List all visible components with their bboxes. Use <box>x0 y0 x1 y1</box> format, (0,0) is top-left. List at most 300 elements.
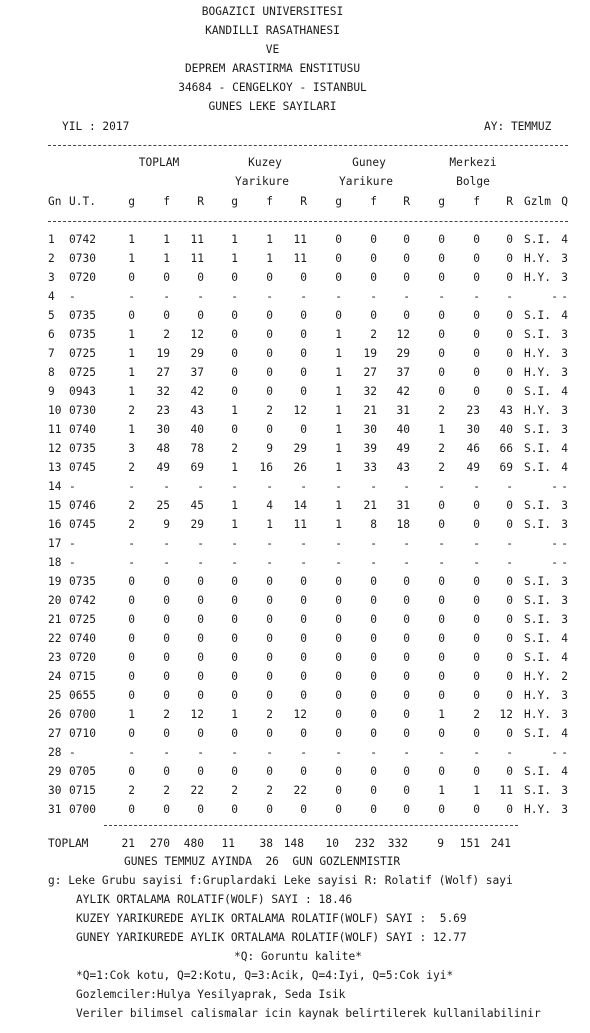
cell-total-f: 19 <box>156 347 170 360</box>
cell-ut: 0730 <box>69 252 96 265</box>
cell-central-f: 0 <box>473 347 480 360</box>
cell-north-f: 2 <box>266 784 273 797</box>
cell-central-f: 0 <box>473 594 480 607</box>
cell-central-f: 0 <box>473 518 480 531</box>
cell-observer: - <box>551 556 558 569</box>
cell-north-g: 0 <box>231 328 238 341</box>
cell-day: 1 <box>48 233 55 246</box>
cell-south-g: 0 <box>335 670 342 683</box>
cell-central-r: 0 <box>506 727 513 740</box>
cell-north-r: 0 <box>300 328 307 341</box>
cell-day: 25 <box>48 689 62 702</box>
cell-north-f: 0 <box>266 765 273 778</box>
cell-north-r: 12 <box>293 708 307 721</box>
cell-observer: S.I. <box>524 765 551 778</box>
cell-ut: 0735 <box>69 328 96 341</box>
cell-observer: H.Y. <box>524 803 551 816</box>
column-header-rule <box>48 221 568 222</box>
cell-north-g: 0 <box>231 423 238 436</box>
column-header-central-r: R <box>506 195 513 208</box>
cell-ut: 0742 <box>69 594 96 607</box>
cell-day: 17 <box>48 537 62 550</box>
cell-quality: 4 <box>561 233 568 246</box>
cell-total-f: 0 <box>163 271 170 284</box>
cell-quality: 4 <box>561 385 568 398</box>
cell-north-g: 0 <box>231 670 238 683</box>
cell-total-f: 0 <box>163 575 170 588</box>
header-line-title: GUNES LEKE SAYILARI <box>208 100 337 113</box>
cell-central-f: 46 <box>466 442 480 455</box>
cell-south-g: 0 <box>335 309 342 322</box>
cell-observer: S.I. <box>524 499 551 512</box>
cell-observer: - <box>551 746 558 759</box>
cell-south-f: 33 <box>363 461 377 474</box>
cell-total-r: 43 <box>190 404 204 417</box>
cell-ut: 0720 <box>69 651 96 664</box>
cell-central-r: 0 <box>506 613 513 626</box>
cell-south-r: 37 <box>396 366 410 379</box>
cell-total-r: - <box>197 746 204 759</box>
cell-observer: S.I. <box>524 385 551 398</box>
cell-observer: H.Y. <box>524 271 551 284</box>
cell-quality: 3 <box>561 518 568 531</box>
cell-total-f: 0 <box>163 632 170 645</box>
cell-total-g: 1 <box>128 366 135 379</box>
column-header-south-r: R <box>403 195 410 208</box>
cell-quality: - <box>561 556 568 569</box>
month-label: AY: TEMMUZ <box>484 120 552 133</box>
cell-north-f: 0 <box>266 423 273 436</box>
cell-central-r: 0 <box>506 670 513 683</box>
cell-total-r: 0 <box>197 689 204 702</box>
cell-total-f: 0 <box>163 765 170 778</box>
cell-day: 13 <box>48 461 62 474</box>
cell-quality: 2 <box>561 670 568 683</box>
cell-north-g: 0 <box>231 309 238 322</box>
cell-central-f: 0 <box>473 385 480 398</box>
cell-south-r: - <box>403 746 410 759</box>
cell-south-r: - <box>403 556 410 569</box>
cell-total-f: 25 <box>156 499 170 512</box>
cell-north-f: - <box>266 537 273 550</box>
cell-total-g: 0 <box>128 651 135 664</box>
cell-total-g: 2 <box>128 499 135 512</box>
cell-south-f: 0 <box>370 594 377 607</box>
cell-total-f: - <box>163 746 170 759</box>
observers: Gozlemciler:Hulya Yesilyaprak, Seda Isik <box>76 988 346 1001</box>
cell-north-f: 2 <box>266 404 273 417</box>
cell-north-f: 0 <box>266 309 273 322</box>
cell-quality: 3 <box>561 404 568 417</box>
cell-north-r: 11 <box>293 252 307 265</box>
cell-north-g: 0 <box>231 594 238 607</box>
cell-central-g: 0 <box>438 689 445 702</box>
total-north-f: 38 <box>259 837 273 850</box>
cell-south-r: 0 <box>403 233 410 246</box>
column-header-central-f: f <box>473 195 480 208</box>
cell-south-g: - <box>335 746 342 759</box>
cell-central-f: 0 <box>473 613 480 626</box>
cell-observer: S.I. <box>524 594 551 607</box>
cell-total-f: 1 <box>163 233 170 246</box>
cell-central-r: 0 <box>506 689 513 702</box>
cell-south-f: 2 <box>370 328 377 341</box>
cell-ut: - <box>69 746 76 759</box>
cell-ut: 0745 <box>69 518 96 531</box>
cell-total-f: 49 <box>156 461 170 474</box>
cell-total-g: 0 <box>128 803 135 816</box>
cell-south-r: 42 <box>396 385 410 398</box>
group-central-line1: Merkezi <box>449 156 497 169</box>
cell-central-r: 0 <box>506 366 513 379</box>
cell-total-r: 29 <box>190 518 204 531</box>
cell-north-f: 0 <box>266 347 273 360</box>
cell-total-f: - <box>163 556 170 569</box>
cell-central-r: 0 <box>506 347 513 360</box>
cell-observer: H.Y. <box>524 404 551 417</box>
cell-south-f: - <box>370 537 377 550</box>
cell-day: 16 <box>48 518 62 531</box>
cell-quality: 3 <box>561 366 568 379</box>
cell-total-g: 0 <box>128 309 135 322</box>
cell-central-f: 0 <box>473 651 480 664</box>
cell-total-g: 0 <box>128 689 135 702</box>
cell-central-f: 0 <box>473 632 480 645</box>
cell-quality: 3 <box>561 423 568 436</box>
cell-south-f: 0 <box>370 233 377 246</box>
cell-south-f: 30 <box>363 423 377 436</box>
cell-south-r: 0 <box>403 784 410 797</box>
cell-north-r: - <box>300 480 307 493</box>
cell-observer: S.I. <box>524 613 551 626</box>
cell-day: 19 <box>48 575 62 588</box>
cell-total-r: 69 <box>190 461 204 474</box>
cell-ut: 0700 <box>69 803 96 816</box>
cell-north-g: 0 <box>231 803 238 816</box>
cell-total-f: 0 <box>163 727 170 740</box>
cell-day: 14 <box>48 480 62 493</box>
cell-central-f: - <box>473 480 480 493</box>
observed-days: GUNES TEMMUZ AYINDA 26 GUN GOZLENMISTIR <box>124 855 401 868</box>
cell-south-r: 0 <box>403 651 410 664</box>
cell-ut: 0730 <box>69 404 96 417</box>
cell-south-g: 0 <box>335 708 342 721</box>
cell-north-r: 0 <box>300 309 307 322</box>
cell-central-r: 40 <box>499 423 513 436</box>
cell-central-r: 43 <box>499 404 513 417</box>
cell-south-f: 0 <box>370 651 377 664</box>
cell-central-g: 0 <box>438 575 445 588</box>
cell-north-g: 1 <box>231 252 238 265</box>
cell-total-f: 0 <box>163 309 170 322</box>
cell-total-r: 0 <box>197 803 204 816</box>
cell-south-r: 0 <box>403 708 410 721</box>
cell-south-g: 1 <box>335 423 342 436</box>
cell-south-r: 40 <box>396 423 410 436</box>
cell-north-g: 1 <box>231 233 238 246</box>
cell-north-r: 0 <box>300 651 307 664</box>
cell-central-g: 0 <box>438 765 445 778</box>
cell-central-f: 0 <box>473 366 480 379</box>
cell-total-g: 1 <box>128 328 135 341</box>
cell-observer: - <box>551 290 558 303</box>
cell-total-r: 0 <box>197 727 204 740</box>
cell-central-f: 0 <box>473 765 480 778</box>
cell-observer: H.Y. <box>524 708 551 721</box>
column-header-total-g: g <box>128 195 135 208</box>
cell-central-f: 0 <box>473 233 480 246</box>
cell-south-f: 0 <box>370 575 377 588</box>
cell-quality: 3 <box>561 499 568 512</box>
cell-quality: 3 <box>561 271 568 284</box>
cell-north-g: 0 <box>231 366 238 379</box>
cell-north-r: 26 <box>293 461 307 474</box>
cell-central-r: 0 <box>506 385 513 398</box>
cell-total-r: 45 <box>190 499 204 512</box>
cell-total-r: 0 <box>197 309 204 322</box>
cell-central-f: 0 <box>473 670 480 683</box>
cell-total-g: 0 <box>128 575 135 588</box>
cell-quality: 4 <box>561 461 568 474</box>
cell-total-r: 0 <box>197 632 204 645</box>
cell-central-r: 0 <box>506 499 513 512</box>
cell-ut: - <box>69 290 76 303</box>
cell-central-f: 0 <box>473 689 480 702</box>
cell-south-g: 0 <box>335 613 342 626</box>
cell-north-r: 0 <box>300 347 307 360</box>
cell-central-g: - <box>438 537 445 550</box>
total-south-g: 10 <box>325 837 339 850</box>
cell-quality: 3 <box>561 347 568 360</box>
cell-quality: 4 <box>561 765 568 778</box>
cell-north-r: - <box>300 746 307 759</box>
cell-central-g: - <box>438 556 445 569</box>
cell-north-f: 0 <box>266 594 273 607</box>
cell-central-f: - <box>473 290 480 303</box>
cell-total-r: 42 <box>190 385 204 398</box>
cell-total-g: 1 <box>128 385 135 398</box>
cell-total-f: - <box>163 537 170 550</box>
cell-ut: - <box>69 537 76 550</box>
cell-observer: - <box>551 537 558 550</box>
column-header-ut: U.T. <box>69 195 96 208</box>
cell-south-r: 31 <box>396 404 410 417</box>
cell-total-r: 0 <box>197 575 204 588</box>
cell-north-g: 1 <box>231 708 238 721</box>
cell-day: 24 <box>48 670 62 683</box>
cell-north-r: 0 <box>300 271 307 284</box>
cell-central-g: 1 <box>438 423 445 436</box>
cell-central-r: - <box>506 290 513 303</box>
cell-central-g: 0 <box>438 309 445 322</box>
cell-day: 4 <box>48 290 55 303</box>
cell-south-g: 0 <box>335 765 342 778</box>
cell-south-f: 0 <box>370 708 377 721</box>
cell-quality: - <box>561 746 568 759</box>
cell-central-f: 0 <box>473 271 480 284</box>
cell-day: 21 <box>48 613 62 626</box>
column-header-observer: Gzlm <box>524 195 551 208</box>
cell-south-g: 0 <box>335 727 342 740</box>
quality-scale: *Q=1:Cok kotu, Q=2:Kotu, Q=3:Acik, Q=4:Iyi, Q=5:Cok iyi* <box>76 969 454 982</box>
cell-total-r: 22 <box>190 784 204 797</box>
cell-central-g: 0 <box>438 271 445 284</box>
total-north-g: 11 <box>221 837 235 850</box>
cell-south-g: 0 <box>335 233 342 246</box>
cell-ut: - <box>69 480 76 493</box>
cell-north-g: 2 <box>231 442 238 455</box>
cell-north-g: 1 <box>231 518 238 531</box>
cell-total-g: 2 <box>128 784 135 797</box>
cell-quality: 3 <box>561 328 568 341</box>
cell-north-g: - <box>231 746 238 759</box>
cell-ut: 0735 <box>69 309 96 322</box>
cell-total-g: 0 <box>128 271 135 284</box>
cell-total-g: - <box>128 290 135 303</box>
cell-south-r: - <box>403 290 410 303</box>
cell-south-g: 0 <box>335 575 342 588</box>
cell-central-f: 23 <box>466 404 480 417</box>
cell-central-f: 1 <box>473 784 480 797</box>
cell-south-r: - <box>403 480 410 493</box>
cell-central-f: 0 <box>473 252 480 265</box>
cell-central-g: 0 <box>438 499 445 512</box>
cell-north-f: 1 <box>266 252 273 265</box>
cell-total-r: 0 <box>197 613 204 626</box>
column-header-total-r: R <box>197 195 204 208</box>
cell-ut: 0655 <box>69 689 96 702</box>
cell-ut: 0715 <box>69 784 96 797</box>
cell-central-f: - <box>473 746 480 759</box>
cell-day: 7 <box>48 347 55 360</box>
cell-central-r: - <box>506 746 513 759</box>
cell-north-g: 0 <box>231 689 238 702</box>
cell-north-f: 0 <box>266 803 273 816</box>
cell-north-f: 0 <box>266 385 273 398</box>
cell-central-g: 0 <box>438 727 445 740</box>
cell-ut: - <box>69 556 76 569</box>
cell-south-g: 1 <box>335 385 342 398</box>
cell-ut: 0943 <box>69 385 96 398</box>
cell-central-f: - <box>473 537 480 550</box>
cell-quality: 3 <box>561 594 568 607</box>
cell-south-g: 1 <box>335 461 342 474</box>
group-total: TOPLAM <box>138 156 180 169</box>
cell-day: 10 <box>48 404 62 417</box>
cell-north-f: 0 <box>266 613 273 626</box>
cell-south-f: - <box>370 290 377 303</box>
cell-north-g: 0 <box>231 651 238 664</box>
cell-observer: S.I. <box>524 727 551 740</box>
cell-north-r: 0 <box>300 670 307 683</box>
cell-north-g: 0 <box>231 765 238 778</box>
column-header-total-f: f <box>163 195 170 208</box>
cell-observer: H.Y. <box>524 252 551 265</box>
cell-central-f: 0 <box>473 803 480 816</box>
cell-ut: 0705 <box>69 765 96 778</box>
cell-south-f: 21 <box>363 404 377 417</box>
cell-total-r: - <box>197 537 204 550</box>
cell-north-f: - <box>266 290 273 303</box>
cell-south-r: 0 <box>403 670 410 683</box>
cell-south-r: 0 <box>403 271 410 284</box>
cell-south-r: 31 <box>396 499 410 512</box>
cell-south-r: 0 <box>403 309 410 322</box>
cell-central-r: 11 <box>499 784 513 797</box>
cell-ut: 0745 <box>69 461 96 474</box>
cell-quality: 3 <box>561 784 568 797</box>
cell-north-f: 1 <box>266 518 273 531</box>
cell-total-r: 0 <box>197 271 204 284</box>
cell-south-g: - <box>335 556 342 569</box>
cell-observer: S.I. <box>524 518 551 531</box>
cell-day: 31 <box>48 803 62 816</box>
cell-total-f: 9 <box>163 518 170 531</box>
cell-south-g: 1 <box>335 404 342 417</box>
cell-central-f: - <box>473 556 480 569</box>
cell-total-g: 0 <box>128 613 135 626</box>
cell-observer: S.I. <box>524 461 551 474</box>
total-total-g: 21 <box>121 837 135 850</box>
cell-south-f: 0 <box>370 670 377 683</box>
cell-total-r: 29 <box>190 347 204 360</box>
cell-south-g: 0 <box>335 594 342 607</box>
cell-day: 2 <box>48 252 55 265</box>
cell-central-r: 0 <box>506 651 513 664</box>
cell-south-r: 43 <box>396 461 410 474</box>
total-central-r: 241 <box>490 837 511 850</box>
cell-north-r: 0 <box>300 765 307 778</box>
header-line-institute: DEPREM ARASTIRMA ENSTITUSU <box>184 62 361 75</box>
cell-central-r: 66 <box>499 442 513 455</box>
cell-south-g: 1 <box>335 442 342 455</box>
total-north-r: 148 <box>283 837 304 850</box>
cell-north-f: 0 <box>266 632 273 645</box>
cell-quality: 4 <box>561 727 568 740</box>
cell-quality: - <box>561 290 568 303</box>
south-average: GUNEY YARIKUREDE AYLIK ORTALAMA ROLATIF(WOLF) SAYI : 12.77 <box>76 931 467 944</box>
cell-observer: S.I. <box>524 784 551 797</box>
cell-north-f: 0 <box>266 651 273 664</box>
cell-south-f: 32 <box>363 385 377 398</box>
cell-total-f: 48 <box>156 442 170 455</box>
cell-observer: S.I. <box>524 423 551 436</box>
cell-total-g: 0 <box>128 727 135 740</box>
total-south-r: 332 <box>387 837 408 850</box>
cell-total-r: 0 <box>197 651 204 664</box>
cell-south-r: 0 <box>403 689 410 702</box>
cell-quality: 4 <box>561 309 568 322</box>
cell-total-g: 2 <box>128 404 135 417</box>
total-central-g: 9 <box>437 837 444 850</box>
cell-total-f: 2 <box>163 328 170 341</box>
cell-total-g: 1 <box>128 423 135 436</box>
legend-line: g: Leke Grubu sayisi f:Gruplardaki Leke sayisi R: Rolatif (Wolf) sayi <box>48 874 513 887</box>
cell-day: 27 <box>48 727 62 740</box>
cell-north-r: 0 <box>300 423 307 436</box>
cell-observer: H.Y. <box>524 366 551 379</box>
cell-ut: 0742 <box>69 233 96 246</box>
cell-south-f: 0 <box>370 803 377 816</box>
cell-south-g: 1 <box>335 347 342 360</box>
cell-north-r: - <box>300 537 307 550</box>
cell-central-r: 0 <box>506 765 513 778</box>
cell-ut: 0710 <box>69 727 96 740</box>
cell-central-g: 0 <box>438 347 445 360</box>
cell-day: 5 <box>48 309 55 322</box>
cell-day: 12 <box>48 442 62 455</box>
cell-south-g: 0 <box>335 651 342 664</box>
